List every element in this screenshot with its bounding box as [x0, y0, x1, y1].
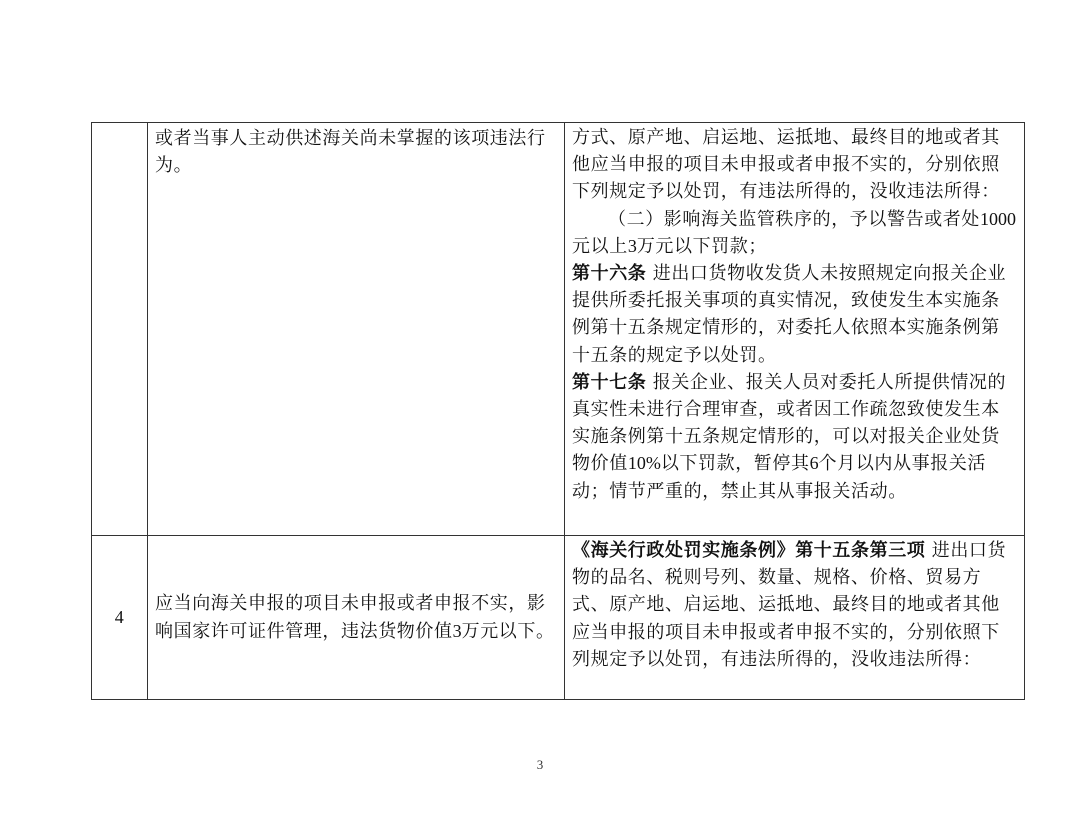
table-row [92, 123, 1025, 536]
law-intro-text: 方式、原产地、启运地、运抵地、最终目的地或者其他应当申报的项目未申报或者申报不实的，分别依照下列规定予以处罚，有违法所得的，没收违法所得： [572, 127, 1000, 203]
legal-basis-cell [565, 536, 1025, 700]
law-citation-text: 进出口货物的品名、税则号列、数量、规格、价格、贸易方式、原产地、启运地、运抵地、最终目的地或者其他应当申报的项目未申报或者申报不实的，分别依照下列规定予以处罚，有违法所得的，没收违法所得： [572, 540, 1007, 670]
violation-description: 应当向海关申报的项目未申报或者申报不实，影响国家许可证件管理，违法货物价值3万元以下。 [155, 593, 555, 642]
article-17-title: 第十七条 [572, 371, 647, 393]
legal-basis-cell [565, 123, 1025, 536]
regulation-table [91, 122, 1025, 700]
law-citation-title: 《海关行政处罚实施条例》第十五条第三项 [572, 540, 926, 561]
violation-description-cell [148, 536, 565, 700]
article-16 [572, 260, 1018, 369]
row-number-cell [92, 123, 148, 536]
law-item-2: （二）影响海关监管秩序的，予以警告或者处1000元以上3万元以下罚款； [572, 208, 1016, 257]
law-citation [572, 537, 1018, 673]
violation-description-cell [148, 123, 565, 536]
table-row [92, 536, 1025, 700]
row-number-cell: 4 [92, 536, 148, 700]
article-16-title: 第十六条 [572, 263, 647, 285]
article-16-text: 进出口货物收发货人未按照规定向报关企业提供所委托报关事项的真实情况，致使发生本实施条例第十五条规定情形的，对委托人依照本实施条例第十五条的规定予以处罚。 [572, 263, 1007, 366]
page-number: 3 [536, 757, 544, 772]
article-17: 第十七条 报关企业、报关人员对委托人所提供情况的真实性未进行合理审查，或者因工作疏忽致使发生本实施条例第十五条规定情形的，可以对报关企业处货物价值10%以下罚款，暂停其6个月以内从事报关活动；情节严重的，禁止其从事报关活动。 [572, 371, 1007, 502]
violation-description: 或者当事人主动供述海关尚未掌握的该项违法行为。 [155, 128, 546, 177]
